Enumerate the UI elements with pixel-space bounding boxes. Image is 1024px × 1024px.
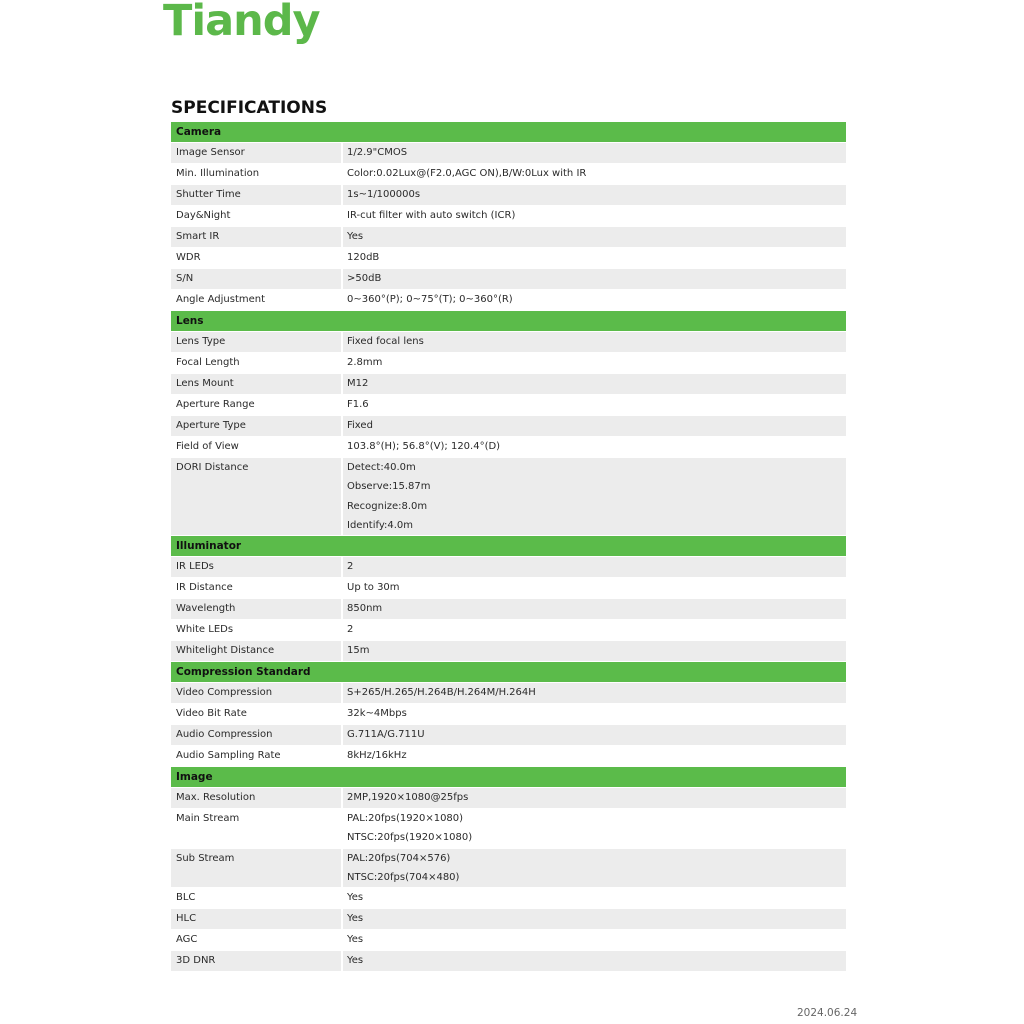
spec-value-line: IR-cut filter with auto switch (ICR)	[347, 210, 516, 221]
spec-value	[343, 206, 846, 226]
spec-label	[171, 725, 341, 745]
spec-label	[171, 641, 341, 661]
spec-row	[171, 374, 846, 394]
spec-row	[171, 185, 846, 205]
spec-row	[171, 353, 846, 373]
spec-row	[171, 458, 846, 535]
spec-row	[171, 620, 846, 640]
spec-value-line: Fixed focal lens	[347, 336, 424, 347]
spec-row	[171, 437, 846, 457]
spec-value-line: 2.8mm	[347, 357, 383, 368]
section-header: Camera	[171, 122, 846, 142]
spec-value-line: NTSC:20fps(704×480)	[347, 872, 460, 884]
spec-row	[171, 809, 846, 848]
spec-value-line: 1s~1/100000s	[347, 189, 421, 200]
spec-value-line: 0~360°(P); 0~75°(T); 0~360°(R)	[347, 294, 513, 305]
spec-label	[171, 269, 341, 289]
spec-row	[171, 269, 846, 289]
spec-label-text: BLC	[176, 892, 196, 904]
spec-label-text: White LEDs	[176, 624, 234, 636]
spec-label	[171, 951, 341, 971]
spec-value-line: 2	[347, 624, 354, 636]
brand-logo: Tiandy	[163, 0, 320, 46]
spec-row	[171, 290, 846, 310]
spec-label-text: Max. Resolution	[176, 792, 256, 804]
spec-label	[171, 809, 341, 848]
spec-label-text: Lens Type	[176, 336, 226, 347]
section-header: Compression Standard	[171, 662, 846, 682]
spec-value-line: PAL:20fps(1920×1080)	[347, 813, 464, 825]
spec-row	[171, 746, 846, 766]
spec-value	[343, 599, 846, 619]
spec-table	[171, 122, 846, 972]
spec-label-text: Angle Adjustment	[176, 294, 266, 305]
spec-value-line: 1/2.9"CMOS	[347, 147, 408, 158]
spec-label	[171, 578, 341, 598]
spec-value-line: >50dB	[347, 273, 382, 284]
spec-label	[171, 458, 341, 535]
spec-label-text: IR LEDs	[176, 561, 214, 573]
section-header: Lens	[171, 311, 846, 331]
spec-value-line: 850nm	[347, 603, 383, 615]
spec-value	[343, 578, 846, 598]
spec-label-text: Wavelength	[176, 603, 236, 615]
section-header: Illuminator	[171, 536, 846, 556]
spec-value-line: G.711A/G.711U	[347, 729, 425, 741]
spec-label	[171, 416, 341, 436]
spec-row	[171, 888, 846, 908]
spec-label-text: Whitelight Distance	[176, 645, 275, 657]
spec-value	[343, 909, 846, 929]
spec-label-text: Focal Length	[176, 357, 240, 368]
spec-value-line: 2MP,1920×1080@25fps	[347, 792, 469, 804]
spec-value	[343, 788, 846, 808]
spec-label	[171, 185, 341, 205]
spec-row	[171, 725, 846, 745]
spec-value	[343, 374, 846, 394]
spec-label-text: AGC	[176, 934, 198, 946]
spec-value-line: S+265/H.265/H.264B/H.264M/H.264H	[347, 687, 536, 699]
spec-label-text: Aperture Type	[176, 420, 246, 431]
spec-value	[343, 395, 846, 415]
spec-value-line: Observe:15.87m	[347, 481, 431, 493]
spec-label	[171, 437, 341, 457]
spec-value-line: 2	[347, 561, 354, 573]
spec-row	[171, 164, 846, 184]
spec-value	[343, 746, 846, 766]
spec-value-line: F1.6	[347, 399, 369, 410]
spec-label	[171, 557, 341, 577]
spec-label-text: WDR	[176, 252, 201, 263]
spec-label	[171, 227, 341, 247]
spec-value	[343, 353, 846, 373]
spec-value	[343, 809, 846, 848]
spec-label	[171, 930, 341, 950]
spec-row	[171, 227, 846, 247]
spec-row	[171, 143, 846, 163]
spec-label	[171, 704, 341, 724]
spec-value	[343, 704, 846, 724]
spec-label	[171, 164, 341, 184]
spec-value-line: Yes	[347, 231, 364, 242]
spec-value	[343, 269, 846, 289]
spec-value	[343, 725, 846, 745]
spec-label-text: Video Compression	[176, 687, 273, 699]
spec-row	[171, 578, 846, 598]
section-header: Image	[171, 767, 846, 787]
spec-value-line: Identify:4.0m	[347, 519, 414, 531]
spec-value	[343, 641, 846, 661]
spec-row	[171, 909, 846, 929]
spec-value	[343, 416, 846, 436]
spec-value	[343, 458, 846, 535]
spec-label	[171, 374, 341, 394]
spec-label-text: Field of View	[176, 441, 239, 452]
spec-label	[171, 888, 341, 908]
spec-label-text: Audio Sampling Rate	[176, 750, 281, 762]
spec-value-line: Yes	[347, 892, 364, 904]
spec-value-line: Fixed	[347, 420, 373, 431]
spec-label-text: HLC	[176, 913, 197, 925]
spec-label	[171, 849, 341, 888]
spec-row	[171, 788, 846, 808]
spec-row	[171, 641, 846, 661]
spec-label-text: Smart IR	[176, 231, 220, 242]
spec-row	[171, 248, 846, 268]
spec-value	[343, 248, 846, 268]
spec-label	[171, 909, 341, 929]
spec-row	[171, 416, 846, 436]
spec-label	[171, 683, 341, 703]
spec-label-text: Day&Night	[176, 210, 231, 221]
spec-value	[343, 290, 846, 310]
spec-value-line: NTSC:20fps(1920×1080)	[347, 832, 473, 844]
spec-label	[171, 599, 341, 619]
spec-row	[171, 683, 846, 703]
spec-label-text: Image Sensor	[176, 147, 245, 158]
spec-row	[171, 557, 846, 577]
page-title: SPECIFICATIONS	[171, 98, 328, 118]
spec-value	[343, 185, 846, 205]
spec-value-line: Up to 30m	[347, 582, 400, 594]
spec-value	[343, 227, 846, 247]
spec-value-line: Recognize:8.0m	[347, 500, 428, 512]
spec-label	[171, 290, 341, 310]
spec-row	[171, 332, 846, 352]
spec-label-text: Video Bit Rate	[176, 708, 247, 720]
spec-label-text: Main Stream	[176, 813, 240, 825]
spec-row	[171, 704, 846, 724]
spec-label-text: Audio Compression	[176, 729, 273, 741]
spec-row	[171, 849, 846, 888]
spec-value	[343, 683, 846, 703]
spec-label-text: Aperture Range	[176, 399, 255, 410]
spec-value-line: Color:0.02Lux@(F2.0,AGC ON),B/W:0Lux with IR	[347, 168, 587, 179]
spec-label-text: IR Distance	[176, 582, 233, 594]
spec-value-line: M12	[347, 378, 369, 389]
spec-value	[343, 332, 846, 352]
footer-date: 2024.06.24	[797, 1007, 858, 1019]
spec-label	[171, 620, 341, 640]
spec-value-line: Yes	[347, 934, 364, 946]
spec-value-line: 8kHz/16kHz	[347, 750, 407, 762]
spec-value-line: Yes	[347, 955, 364, 967]
spec-value-line: 120dB	[347, 252, 380, 263]
spec-label	[171, 353, 341, 373]
spec-label-text: Min. Illumination	[176, 168, 260, 179]
spec-label	[171, 143, 341, 163]
spec-value-line: 15m	[347, 645, 370, 657]
spec-label-text: 3D DNR	[176, 955, 216, 967]
spec-value	[343, 620, 846, 640]
spec-value-line: 32k~4Mbps	[347, 708, 407, 720]
spec-label	[171, 746, 341, 766]
spec-label-text: S/N	[176, 273, 194, 284]
spec-row	[171, 951, 846, 971]
spec-label-text: Lens Mount	[176, 378, 234, 389]
spec-label-text: Shutter Time	[176, 189, 241, 200]
spec-label-text: Sub Stream	[176, 852, 235, 864]
spec-label-text: DORI Distance	[176, 462, 249, 473]
spec-value	[343, 143, 846, 163]
spec-label	[171, 788, 341, 808]
spec-row	[171, 930, 846, 950]
spec-value	[343, 951, 846, 971]
spec-value-line: Yes	[347, 913, 364, 925]
spec-row	[171, 206, 846, 226]
spec-value	[343, 888, 846, 908]
spec-value	[343, 930, 846, 950]
spec-value	[343, 557, 846, 577]
spec-row	[171, 599, 846, 619]
spec-value	[343, 164, 846, 184]
spec-label	[171, 332, 341, 352]
spec-value-line: PAL:20fps(704×576)	[347, 852, 451, 864]
spec-value	[343, 437, 846, 457]
spec-label	[171, 248, 341, 268]
spec-value	[343, 849, 846, 888]
spec-value-line: 103.8°(H); 56.8°(V); 120.4°(D)	[347, 441, 501, 452]
spec-row	[171, 395, 846, 415]
spec-label	[171, 395, 341, 415]
spec-label	[171, 206, 341, 226]
spec-value-line: Detect:40.0m	[347, 462, 416, 473]
